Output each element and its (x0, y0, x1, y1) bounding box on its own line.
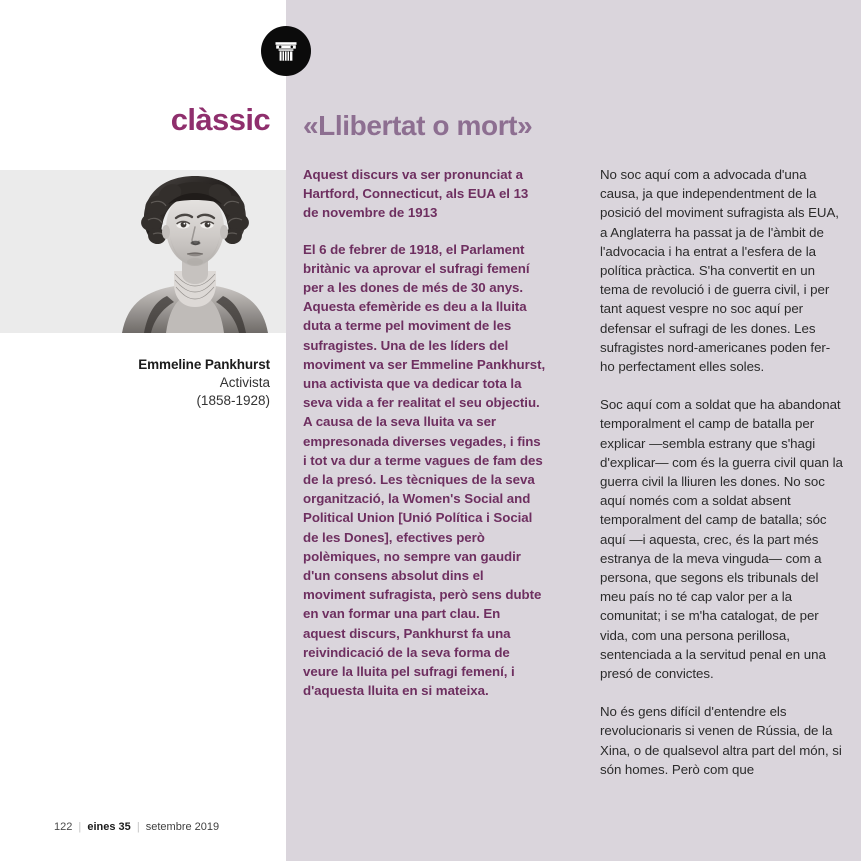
section-kicker: clàssic (170, 102, 270, 137)
body-paragraph: Soc aquí com a soldat que ha abandonat temporalment el camp de batalla per explicar —sembla estrany que s'hagi d'explicar— com és la guerra civil quan la guerra civil la lliuren les dones. No soc aquí només com a soldat absent temporalment del camp de batalla; sóc aquí —i aquesta, crec, és la part més estranya de la meva vinguda— com a persona, que segons els tribunals del meu país no té cap valor per a la comunitat; i se m'ha catalogat, de per vida, com una persona perillosa, sentenciada a la servitud penal en una presó de convictes. (600, 397, 843, 682)
page-footer (54, 820, 219, 834)
body-column (600, 165, 843, 779)
lede-column (303, 165, 546, 779)
caption-role: Activista (219, 375, 270, 390)
caption-dates: (1858-1928) (196, 393, 270, 408)
article-area (303, 0, 843, 861)
caption-name: Emmeline Pankhurst (138, 357, 270, 372)
article-title: «Llibertat o mort» (303, 110, 533, 141)
folio-separator-2: | (136, 821, 140, 833)
body-paragraph: No soc aquí com a advocada d'una causa, ja que independentment de la posició del moviment sufragista als EUA, a Anglaterra ha passat ja de l'àmbit de l'advocacia i ha entrat a l'esfera de la política pràctica. S'ha convertit en un tema de revolució i de guerra civil, i per tant aquest vespre no soc aquí per defensar el sufragi de les dones. Les sufragistes nord-americanes poden fer-ho perfectament elles soles. (600, 167, 839, 375)
folio-separator-1: | (78, 821, 82, 833)
text-columns (303, 165, 843, 779)
lede-paragraph: Aquest discurs va ser pronunciat a Hartford, Connecticut, als EUA el 13 de novembre de 1913 (303, 167, 529, 221)
body-paragraph: No és gens difícil d'entendre els revolucionaris si venen de Rússia, de la Xina, o de qualsevol altra part del món, si són homes. Però com que (600, 704, 842, 777)
lede-paragraph: El 6 de febrer de 1918, el Parlament britànic va aprovar el sufragi femení per a les dones de més de 30 anys. Aquesta efemèride es deu a la lluita duta a terme pel moviment de les sufragistes. Una de les líders del moviment va ser Emmeline Pankhurst, una activista que va dedicar tota la seva vida a fer realitat el seu objectiu. A causa de la seva lluita va ser empresonada diverses vegades, i fins i tot va dur a terme vagues de fam des de la presó. Les tècniques de la seva organització, la Women's Social and Political Union [Unió Política i Social de les Dones], efectives però polèmiques, no sempre van gaudir d'un consens absolut dins el moviment sufragista, però sens dubte en van formar una part clau. En aquest discurs, Pankhurst fa una reivindicació de la seva forma de veure la lluita pel sufragi femení, i d'aquesta lluita en si mateixa. (303, 241, 546, 699)
photo-caption (30, 356, 270, 410)
portrait-photo (0, 170, 286, 333)
folio-page-number: 122 (54, 821, 73, 833)
folio-issue-date: setembre 2019 (145, 821, 220, 833)
left-column (0, 0, 286, 861)
ionic-column-icon (261, 26, 311, 76)
folio-magazine-name: eines 35 (87, 821, 131, 833)
